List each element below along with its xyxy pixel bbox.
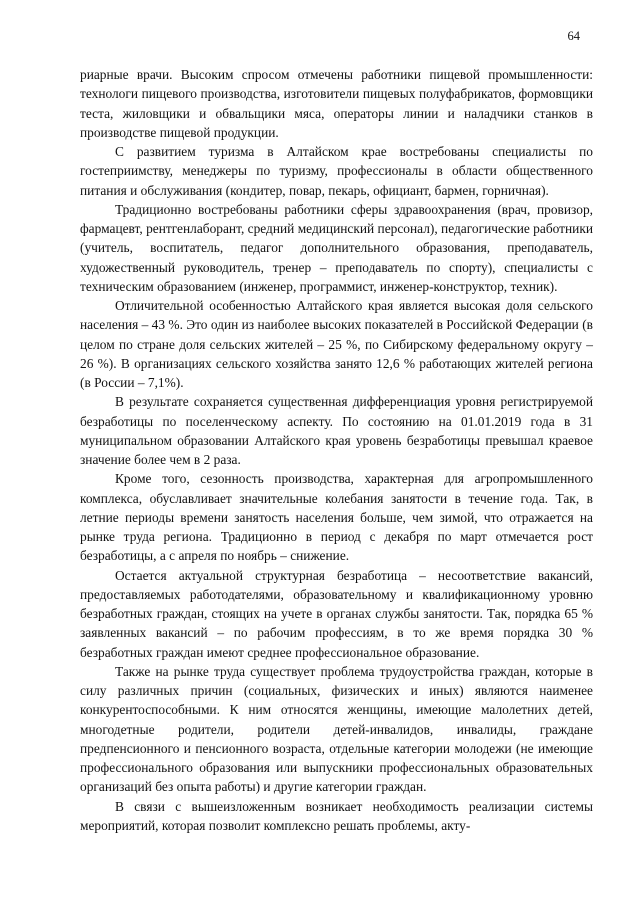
page-number: 64 [567,29,580,43]
paragraph-measures: В связи с вышеизложенным возникает необходимость реализации системы мероприятий, которая позволит комплексно решать проблемы, акту- [80,798,593,833]
paragraph-tourism: С развитием туризма в Алтайском крае востребованы специалисты по гостеприимству, менеджеры по туризму, профессионалы в области общественного питания и обслуживания (кондитер, повар, пекарь, официант, бармен, горничная). [80,144,593,198]
paragraph-seasonality: Кроме того, сезонность производства, характерная для агропромышленного комплекса, обуславливает значительные колебания занятости в течение года. Так, в летние периоды времени занятость населения больше, чем зимой, что отражается на рынке труда региона. Традиционно в период с декабря по март отмечается рост безработицы, а с апреля по ноябрь – снижение. [80,471,593,564]
paragraph-vulnerable-groups: Также на рынке труда существует проблема трудоустройства граждан, которые в силу различных причин (социальных, физических и иных) являются наименее конкурентоспособными. К ним относятся женщины, имеющие малолетних детей, многодетные родители, родители детей-инвалидов, инвалиды, граждане предпенсионного и пенсионного возраста, отдельные категории молодежи (не имеющие профессионального образования или выпускники профессиональных образовательных организаций без опыта работы) и другие категории граждан. [80,663,593,795]
paragraph-healthcare-education: Традиционно востребованы работники сферы здравоохранения (врач, провизор, фармацевт, рентгенлаборант, средний медицинский персонал), педагогические работники (учитель, воспитатель, педагог дополнительного образования, преподаватель, художественный руководитель, тренер – преподаватель по спорту), специалисты с техническим образованием (инженер, программист, инженер-конструктор, техник). [80,201,593,294]
paragraph-unemployment-differentiation: В результате сохраняется существенная дифференциация уровня регистрируемой безработицы по поселенческому аспекту. По состоянию на 01.01.2019 года в 31 муниципальном образовании Алтайского края уровень безработицы превышал краевое значение более чем в 2 раза. [80,394,593,467]
paragraph-rural-population: Отличительной особенностью Алтайского края является высокая доля сельского населения – 43 %. Это один из наиболее высоких показателей в Российской Федерации (в целом по стране доля сельских жителей – 25 %, по Сибирскому федеральному округу – 26 %). В организациях сельского хозяйства занято 12,6 % работающих жителей региона (в России – 7,1%). [80,298,593,390]
paragraph-continuation: риарные врачи. Высоким спросом отмечены работники пищевой промышленности: технологи пищевого производства, изготовители пищевых полуфабрикатов, формовщики теста, жиловщики и обвальщики мяса, операторы линии и наладчики станков в производстве пищевой продукции. [80,67,593,140]
body-text [80,65,593,835]
paragraph-structural-unemployment: Остается актуальной структурная безработица – несоответствие вакансий, предоставляемых работодателями, образовательному и квалификационному уровню безработных граждан, стоящих на учете в органах службы занятости. Так, порядка 65 % заявленных вакансий – по рабочим профессиям, в то же время порядка 30 % безработных граждан имеют среднее профессиональное образование. [80,567,593,660]
